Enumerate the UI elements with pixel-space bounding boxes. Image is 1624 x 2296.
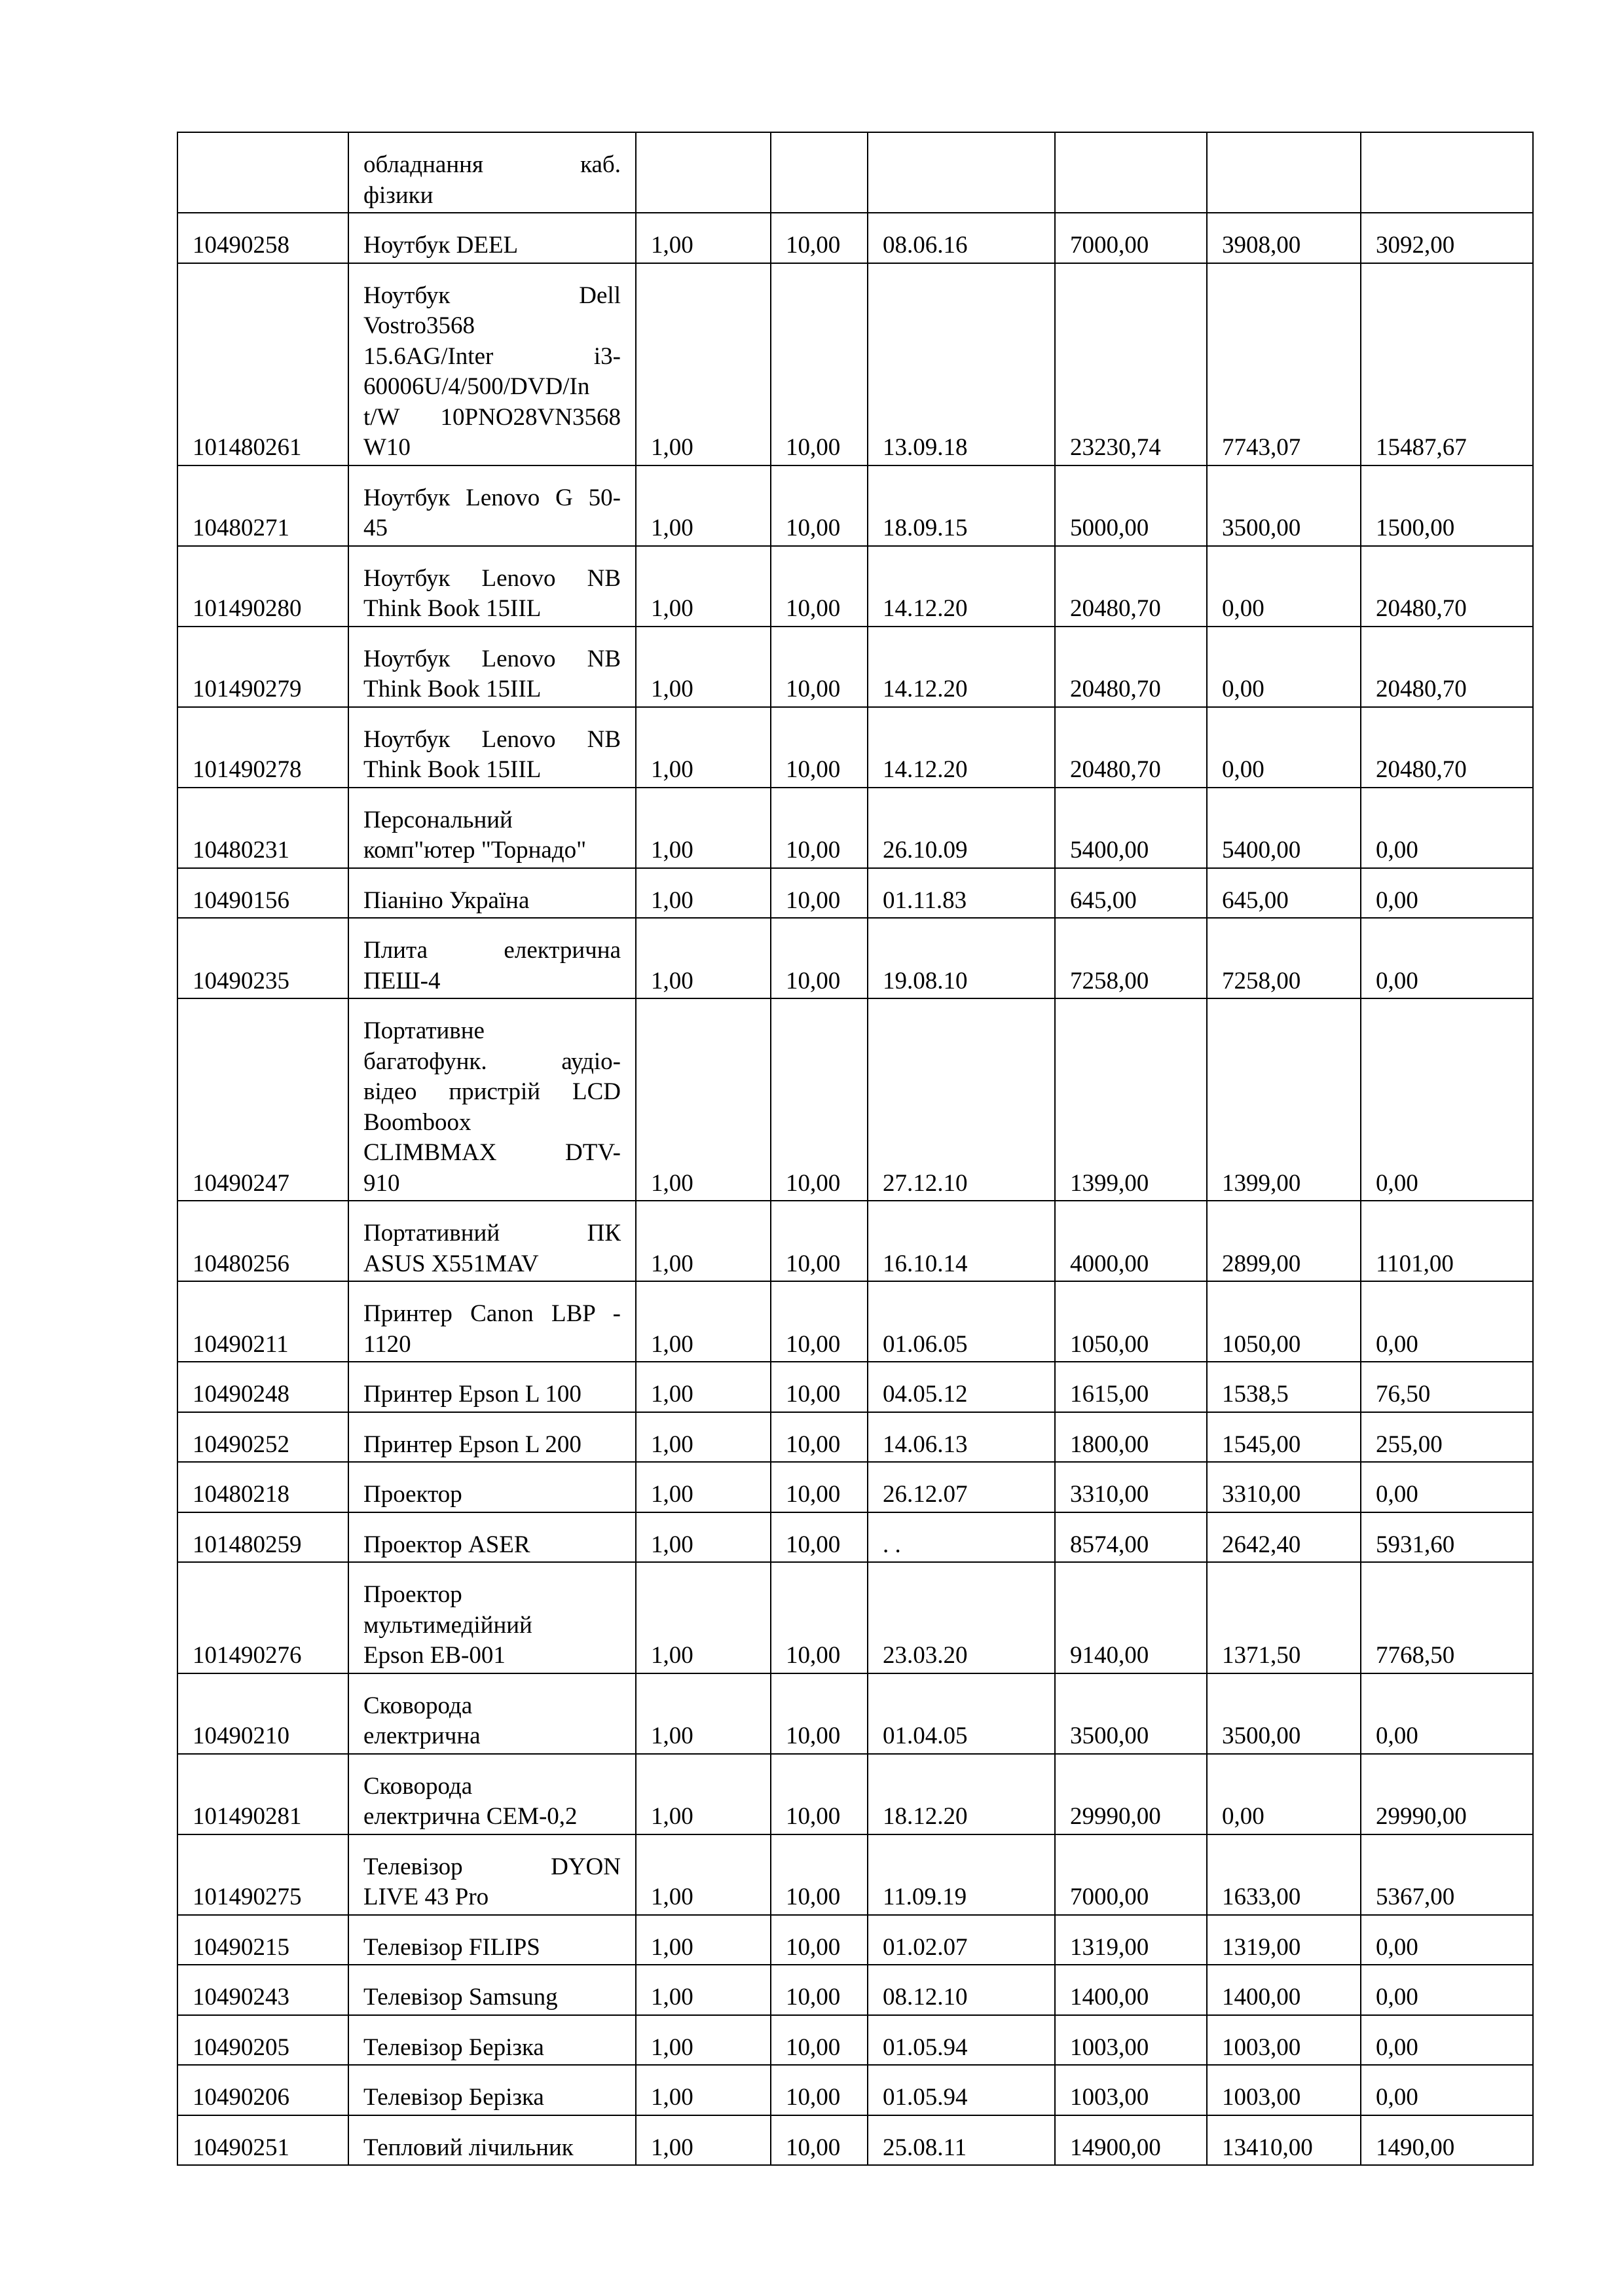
cell-rate xyxy=(771,132,868,213)
cell-name xyxy=(348,1462,636,1512)
cell-rate: 10,00 xyxy=(771,788,868,868)
table-row xyxy=(177,465,1533,546)
cell-rest: 29990,00 xyxy=(1361,1754,1533,1834)
item-name-line: Epson EB-001 xyxy=(363,1642,506,1669)
cell-code: 10490210 xyxy=(177,1673,348,1754)
cell-cost: 29990,00 xyxy=(1055,1754,1207,1834)
cell-date: 18.09.15 xyxy=(868,465,1055,546)
cell-code: 101490279 xyxy=(177,627,348,707)
cell-code: 101480261 xyxy=(177,263,348,465)
table-row xyxy=(177,2065,1533,2115)
cell-rest: 0,00 xyxy=(1361,1281,1533,1362)
table-row xyxy=(177,2115,1533,2166)
table-row xyxy=(177,132,1533,213)
cell-qty: 1,00 xyxy=(636,1462,771,1512)
cell-date: 11.09.19 xyxy=(868,1834,1055,1915)
cell-wear: 1545,00 xyxy=(1207,1412,1361,1463)
item-name-line: ПЕШ-4 xyxy=(363,967,441,994)
cell-code: 10490211 xyxy=(177,1281,348,1362)
cell-rate: 10,00 xyxy=(771,627,868,707)
item-name-line: ASUS X551MAV xyxy=(363,1250,539,1277)
cell-rest: 0,00 xyxy=(1361,998,1533,1201)
cell-name xyxy=(348,2065,636,2115)
table-row xyxy=(177,998,1533,1201)
cell-qty: 1,00 xyxy=(636,707,771,788)
cell-qty: 1,00 xyxy=(636,1562,771,1673)
cell-date: 26.12.07 xyxy=(868,1462,1055,1512)
item-name-line: Think Book 15IIL xyxy=(363,676,542,702)
cell-rate: 10,00 xyxy=(771,1512,868,1563)
cell-rate: 10,00 xyxy=(771,868,868,919)
cell-qty: 1,00 xyxy=(636,788,771,868)
item-name-line: Проектор ASER xyxy=(363,1531,530,1558)
cell-rest: 1490,00 xyxy=(1361,2115,1533,2166)
cell-rate: 10,00 xyxy=(771,213,868,263)
item-name-line: Ноутбук Lenovo G 50- xyxy=(363,484,621,511)
cell-date: 26.10.09 xyxy=(868,788,1055,868)
item-name-line: Портативне xyxy=(363,1017,485,1044)
item-name-line: електрична xyxy=(363,1722,481,1749)
cell-rate: 10,00 xyxy=(771,998,868,1201)
cell-wear: 5400,00 xyxy=(1207,788,1361,868)
cell-rest: 15487,67 xyxy=(1361,263,1533,465)
cell-wear: 1400,00 xyxy=(1207,1965,1361,2015)
cell-cost xyxy=(1055,132,1207,213)
cell-wear: 1003,00 xyxy=(1207,2065,1361,2115)
cell-date: 01.11.83 xyxy=(868,868,1055,919)
item-name-line: LIVE 43 Pro xyxy=(363,1884,489,1910)
cell-qty: 1,00 xyxy=(636,627,771,707)
cell-wear: 7743,07 xyxy=(1207,263,1361,465)
cell-rest: 1500,00 xyxy=(1361,465,1533,546)
cell-rest: 7768,50 xyxy=(1361,1562,1533,1673)
item-name-line: мультимедійний xyxy=(363,1611,532,1639)
item-name-line: Boomboox xyxy=(363,1108,471,1136)
cell-date: 14.12.20 xyxy=(868,546,1055,627)
cell-rate: 10,00 xyxy=(771,2065,868,2115)
item-name-line: Тепловий лічильник xyxy=(363,2134,574,2161)
item-name-line: CLIMBMAX DTV- xyxy=(363,1139,621,1166)
cell-date: 01.05.94 xyxy=(868,2065,1055,2115)
cell-qty: 1,00 xyxy=(636,2065,771,2115)
cell-qty: 1,00 xyxy=(636,213,771,263)
cell-rate: 10,00 xyxy=(771,1562,868,1673)
cell-name xyxy=(348,1412,636,1463)
cell-qty: 1,00 xyxy=(636,2115,771,2166)
cell-rate: 10,00 xyxy=(771,2015,868,2066)
cell-code: 10490258 xyxy=(177,213,348,263)
cell-date: 14.12.20 xyxy=(868,627,1055,707)
cell-date: 08.06.16 xyxy=(868,213,1055,263)
cell-wear xyxy=(1207,132,1361,213)
cell-name xyxy=(348,1281,636,1362)
cell-qty: 1,00 xyxy=(636,918,771,998)
cell-cost: 1050,00 xyxy=(1055,1281,1207,1362)
cell-name xyxy=(348,2115,636,2166)
item-name-line: Ноутбук Lenovo NB xyxy=(363,564,621,592)
cell-wear: 3310,00 xyxy=(1207,1462,1361,1512)
cell-qty: 1,00 xyxy=(636,1754,771,1834)
cell-rest: 5367,00 xyxy=(1361,1834,1533,1915)
item-name-line: Ноутбук DEEL xyxy=(363,232,519,259)
cell-qty xyxy=(636,132,771,213)
cell-rest: 76,50 xyxy=(1361,1362,1533,1412)
cell-wear: 3500,00 xyxy=(1207,1673,1361,1754)
cell-wear: 1371,50 xyxy=(1207,1562,1361,1673)
cell-rate: 10,00 xyxy=(771,707,868,788)
cell-cost: 7000,00 xyxy=(1055,213,1207,263)
cell-rest: 0,00 xyxy=(1361,1965,1533,2015)
cell-date: 27.12.10 xyxy=(868,998,1055,1201)
table-row xyxy=(177,1362,1533,1412)
item-name-line: Плита електрична xyxy=(363,937,621,964)
cell-name xyxy=(348,546,636,627)
item-name-line: електрична СЕМ-0,2 xyxy=(363,1803,578,1830)
cell-rest: 3092,00 xyxy=(1361,213,1533,263)
cell-qty: 1,00 xyxy=(636,1673,771,1754)
cell-qty: 1,00 xyxy=(636,1362,771,1412)
cell-date: 25.08.11 xyxy=(868,2115,1055,2166)
cell-date: . . xyxy=(868,1512,1055,1563)
cell-qty: 1,00 xyxy=(636,998,771,1201)
item-name-line: Телевізор FILIPS xyxy=(363,1933,540,1961)
cell-name xyxy=(348,1673,636,1754)
table-row xyxy=(177,1965,1533,2015)
item-name-line: Принтер Epson L 200 xyxy=(363,1430,581,1458)
cell-name xyxy=(348,2015,636,2066)
item-name-line: Ноутбук Lenovo NB xyxy=(363,645,621,672)
cell-date: 01.05.94 xyxy=(868,2015,1055,2066)
table-row xyxy=(177,1673,1533,1754)
cell-cost: 14900,00 xyxy=(1055,2115,1207,2166)
table-row xyxy=(177,2015,1533,2066)
item-name-line: Принтер Canon LBP - xyxy=(363,1300,621,1327)
cell-rest: 0,00 xyxy=(1361,2015,1533,2066)
cell-wear: 1319,00 xyxy=(1207,1915,1361,1965)
cell-rest: 0,00 xyxy=(1361,1915,1533,1965)
cell-rate: 10,00 xyxy=(771,1834,868,1915)
inventory-table xyxy=(177,132,1534,2166)
cell-cost: 5000,00 xyxy=(1055,465,1207,546)
cell-code: 10480271 xyxy=(177,465,348,546)
item-name-line: Піаніно Україна xyxy=(363,886,530,914)
cell-cost: 7258,00 xyxy=(1055,918,1207,998)
table-row xyxy=(177,263,1533,465)
cell-wear: 13410,00 xyxy=(1207,2115,1361,2166)
cell-rate: 10,00 xyxy=(771,1362,868,1412)
cell-rest: 0,00 xyxy=(1361,1462,1533,1512)
cell-code: 10490251 xyxy=(177,2115,348,2166)
cell-name xyxy=(348,707,636,788)
cell-code: 101490278 xyxy=(177,707,348,788)
item-name-line: Телевізор Берізка xyxy=(363,2084,544,2111)
item-name-line: Ноутбук Lenovo NB xyxy=(363,725,621,753)
table-row xyxy=(177,546,1533,627)
item-name-line: Персональний xyxy=(363,806,513,833)
cell-qty: 1,00 xyxy=(636,2015,771,2066)
cell-name xyxy=(348,1562,636,1673)
cell-date: 13.09.18 xyxy=(868,263,1055,465)
cell-rate: 10,00 xyxy=(771,1201,868,1281)
cell-qty: 1,00 xyxy=(636,1281,771,1362)
cell-rest xyxy=(1361,132,1533,213)
table-body xyxy=(177,132,1533,2165)
cell-cost: 1800,00 xyxy=(1055,1412,1207,1463)
cell-date xyxy=(868,132,1055,213)
cell-name xyxy=(348,1512,636,1563)
item-name-line: Проектор xyxy=(363,1481,462,1508)
cell-code: 101490281 xyxy=(177,1754,348,1834)
table-row xyxy=(177,1915,1533,1965)
cell-date: 14.12.20 xyxy=(868,707,1055,788)
cell-date: 01.02.07 xyxy=(868,1915,1055,1965)
item-name-line: Портативний ПК xyxy=(363,1220,621,1247)
table-row xyxy=(177,1834,1533,1915)
cell-rate: 10,00 xyxy=(771,1965,868,2015)
item-name-line: відео пристрій LCD xyxy=(363,1078,621,1105)
table-row xyxy=(177,1462,1533,1512)
cell-name xyxy=(348,132,636,213)
cell-wear: 2899,00 xyxy=(1207,1201,1361,1281)
cell-cost: 1003,00 xyxy=(1055,2065,1207,2115)
cell-cost: 1400,00 xyxy=(1055,1965,1207,2015)
item-name-line: 15.6AG/Inter i3- xyxy=(363,342,621,370)
cell-name xyxy=(348,1362,636,1412)
item-name-line: Ноутбук Dell xyxy=(363,282,621,309)
cell-cost: 1003,00 xyxy=(1055,2015,1207,2066)
cell-wear: 1538,5 xyxy=(1207,1362,1361,1412)
cell-qty: 1,00 xyxy=(636,1512,771,1563)
cell-cost: 4000,00 xyxy=(1055,1201,1207,1281)
cell-qty: 1,00 xyxy=(636,1915,771,1965)
item-name-line: t/W 10PNO28VN3568 xyxy=(363,403,621,431)
cell-rest: 20480,70 xyxy=(1361,546,1533,627)
cell-name xyxy=(348,1915,636,1965)
cell-wear: 1050,00 xyxy=(1207,1281,1361,1362)
cell-qty: 1,00 xyxy=(636,1412,771,1463)
cell-rest: 5931,60 xyxy=(1361,1512,1533,1563)
cell-name xyxy=(348,465,636,546)
cell-rate: 10,00 xyxy=(771,1673,868,1754)
cell-name xyxy=(348,627,636,707)
cell-name xyxy=(348,788,636,868)
cell-wear: 1399,00 xyxy=(1207,998,1361,1201)
cell-name xyxy=(348,1834,636,1915)
cell-name xyxy=(348,213,636,263)
cell-cost: 1319,00 xyxy=(1055,1915,1207,1965)
cell-code: 10490235 xyxy=(177,918,348,998)
cell-qty: 1,00 xyxy=(636,1201,771,1281)
cell-rest: 0,00 xyxy=(1361,1673,1533,1754)
table-row xyxy=(177,213,1533,263)
cell-rest: 0,00 xyxy=(1361,788,1533,868)
cell-wear: 1633,00 xyxy=(1207,1834,1361,1915)
cell-wear: 1003,00 xyxy=(1207,2015,1361,2066)
item-name-line: Think Book 15IIL xyxy=(363,595,542,622)
cell-cost: 23230,74 xyxy=(1055,263,1207,465)
cell-name xyxy=(348,1201,636,1281)
table-row xyxy=(177,1281,1533,1362)
cell-wear: 645,00 xyxy=(1207,868,1361,919)
cell-code: 10490248 xyxy=(177,1362,348,1412)
item-name-line: Принтер Epson L 100 xyxy=(363,1381,581,1408)
cell-cost: 5400,00 xyxy=(1055,788,1207,868)
cell-code: 10480218 xyxy=(177,1462,348,1512)
cell-rest: 20480,70 xyxy=(1361,627,1533,707)
item-name-line: Телевізор Samsung xyxy=(363,1984,558,2011)
item-name-line: Проектор xyxy=(363,1581,462,1608)
item-name-line: комп"ютер "Торнадо" xyxy=(363,837,587,864)
cell-date: 04.05.12 xyxy=(868,1362,1055,1412)
cell-wear: 0,00 xyxy=(1207,1754,1361,1834)
cell-qty: 1,00 xyxy=(636,1965,771,2015)
cell-rest: 1101,00 xyxy=(1361,1201,1533,1281)
cell-code: 10490205 xyxy=(177,2015,348,2066)
item-name-line: Vostro3568 xyxy=(363,312,475,339)
item-name-line: багатофунк. аудіо- xyxy=(363,1048,621,1075)
cell-rate: 10,00 xyxy=(771,546,868,627)
cell-wear: 2642,40 xyxy=(1207,1512,1361,1563)
cell-code: 101490276 xyxy=(177,1562,348,1673)
cell-name xyxy=(348,918,636,998)
cell-rate: 10,00 xyxy=(771,1462,868,1512)
cell-name xyxy=(348,998,636,1201)
cell-cost: 1615,00 xyxy=(1055,1362,1207,1412)
cell-date: 19.08.10 xyxy=(868,918,1055,998)
cell-date: 08.12.10 xyxy=(868,1965,1055,2015)
cell-rate: 10,00 xyxy=(771,1915,868,1965)
cell-name xyxy=(348,868,636,919)
cell-wear: 0,00 xyxy=(1207,546,1361,627)
cell-wear: 3500,00 xyxy=(1207,465,1361,546)
cell-code: 10490252 xyxy=(177,1412,348,1463)
cell-cost: 9140,00 xyxy=(1055,1562,1207,1673)
cell-cost: 3310,00 xyxy=(1055,1462,1207,1512)
cell-cost: 645,00 xyxy=(1055,868,1207,919)
cell-date: 18.12.20 xyxy=(868,1754,1055,1834)
cell-qty: 1,00 xyxy=(636,1834,771,1915)
cell-qty: 1,00 xyxy=(636,465,771,546)
table-row xyxy=(177,788,1533,868)
cell-wear: 0,00 xyxy=(1207,707,1361,788)
cell-code: 10480256 xyxy=(177,1201,348,1281)
cell-code: 10490247 xyxy=(177,998,348,1201)
cell-code xyxy=(177,132,348,213)
cell-code: 10480231 xyxy=(177,788,348,868)
cell-cost: 3500,00 xyxy=(1055,1673,1207,1754)
cell-rest: 255,00 xyxy=(1361,1412,1533,1463)
table-row xyxy=(177,1754,1533,1834)
cell-code: 10490206 xyxy=(177,2065,348,2115)
cell-code: 10490215 xyxy=(177,1915,348,1965)
cell-rest: 0,00 xyxy=(1361,918,1533,998)
item-name-line: W10 xyxy=(363,434,411,461)
table-row xyxy=(177,1562,1533,1673)
cell-name xyxy=(348,1754,636,1834)
cell-qty: 1,00 xyxy=(636,546,771,627)
cell-rate: 10,00 xyxy=(771,465,868,546)
cell-wear: 7258,00 xyxy=(1207,918,1361,998)
cell-cost: 20480,70 xyxy=(1055,627,1207,707)
cell-cost: 20480,70 xyxy=(1055,546,1207,627)
cell-code: 101480259 xyxy=(177,1512,348,1563)
cell-rate: 10,00 xyxy=(771,263,868,465)
cell-rate: 10,00 xyxy=(771,1412,868,1463)
cell-date: 23.03.20 xyxy=(868,1562,1055,1673)
item-name-line: Think Book 15IIL xyxy=(363,756,542,783)
cell-rest: 20480,70 xyxy=(1361,707,1533,788)
item-name-line: 45 xyxy=(363,515,388,541)
cell-rate: 10,00 xyxy=(771,2115,868,2166)
cell-date: 01.06.05 xyxy=(868,1281,1055,1362)
cell-code: 10490243 xyxy=(177,1965,348,2015)
cell-name xyxy=(348,263,636,465)
cell-cost: 8574,00 xyxy=(1055,1512,1207,1563)
cell-code: 101490280 xyxy=(177,546,348,627)
table-row xyxy=(177,707,1533,788)
cell-cost: 7000,00 xyxy=(1055,1834,1207,1915)
cell-cost: 1399,00 xyxy=(1055,998,1207,1201)
cell-wear: 0,00 xyxy=(1207,627,1361,707)
cell-date: 01.04.05 xyxy=(868,1673,1055,1754)
item-name-line: фізики xyxy=(363,181,434,209)
cell-cost: 20480,70 xyxy=(1055,707,1207,788)
cell-date: 16.10.14 xyxy=(868,1201,1055,1281)
table-row xyxy=(177,1512,1533,1563)
cell-rate: 10,00 xyxy=(771,1281,868,1362)
item-name-line: 910 xyxy=(363,1169,400,1197)
cell-qty: 1,00 xyxy=(636,263,771,465)
cell-code: 10490156 xyxy=(177,868,348,919)
item-name-line: 1120 xyxy=(363,1330,411,1358)
item-name-line: Телевізор Берізка xyxy=(363,2033,544,2061)
table-row xyxy=(177,1201,1533,1281)
item-name-line: 60006U/4/500/DVD/In xyxy=(363,373,590,400)
cell-date: 14.06.13 xyxy=(868,1412,1055,1463)
cell-name xyxy=(348,1965,636,2015)
item-name-line: Сковорода xyxy=(363,1692,473,1719)
table-row xyxy=(177,868,1533,919)
cell-code: 101490275 xyxy=(177,1834,348,1915)
table-row xyxy=(177,627,1533,707)
table-row xyxy=(177,918,1533,998)
item-name-line: Телевізор DYON xyxy=(363,1853,621,1880)
cell-rest: 0,00 xyxy=(1361,2065,1533,2115)
cell-rate: 10,00 xyxy=(771,918,868,998)
cell-rest: 0,00 xyxy=(1361,868,1533,919)
item-name-line: обладнання каб. xyxy=(363,151,621,178)
cell-qty: 1,00 xyxy=(636,868,771,919)
cell-rate: 10,00 xyxy=(771,1754,868,1834)
item-name-line: Сковорода xyxy=(363,1772,473,1800)
table-row xyxy=(177,1412,1533,1463)
cell-wear: 3908,00 xyxy=(1207,213,1361,263)
